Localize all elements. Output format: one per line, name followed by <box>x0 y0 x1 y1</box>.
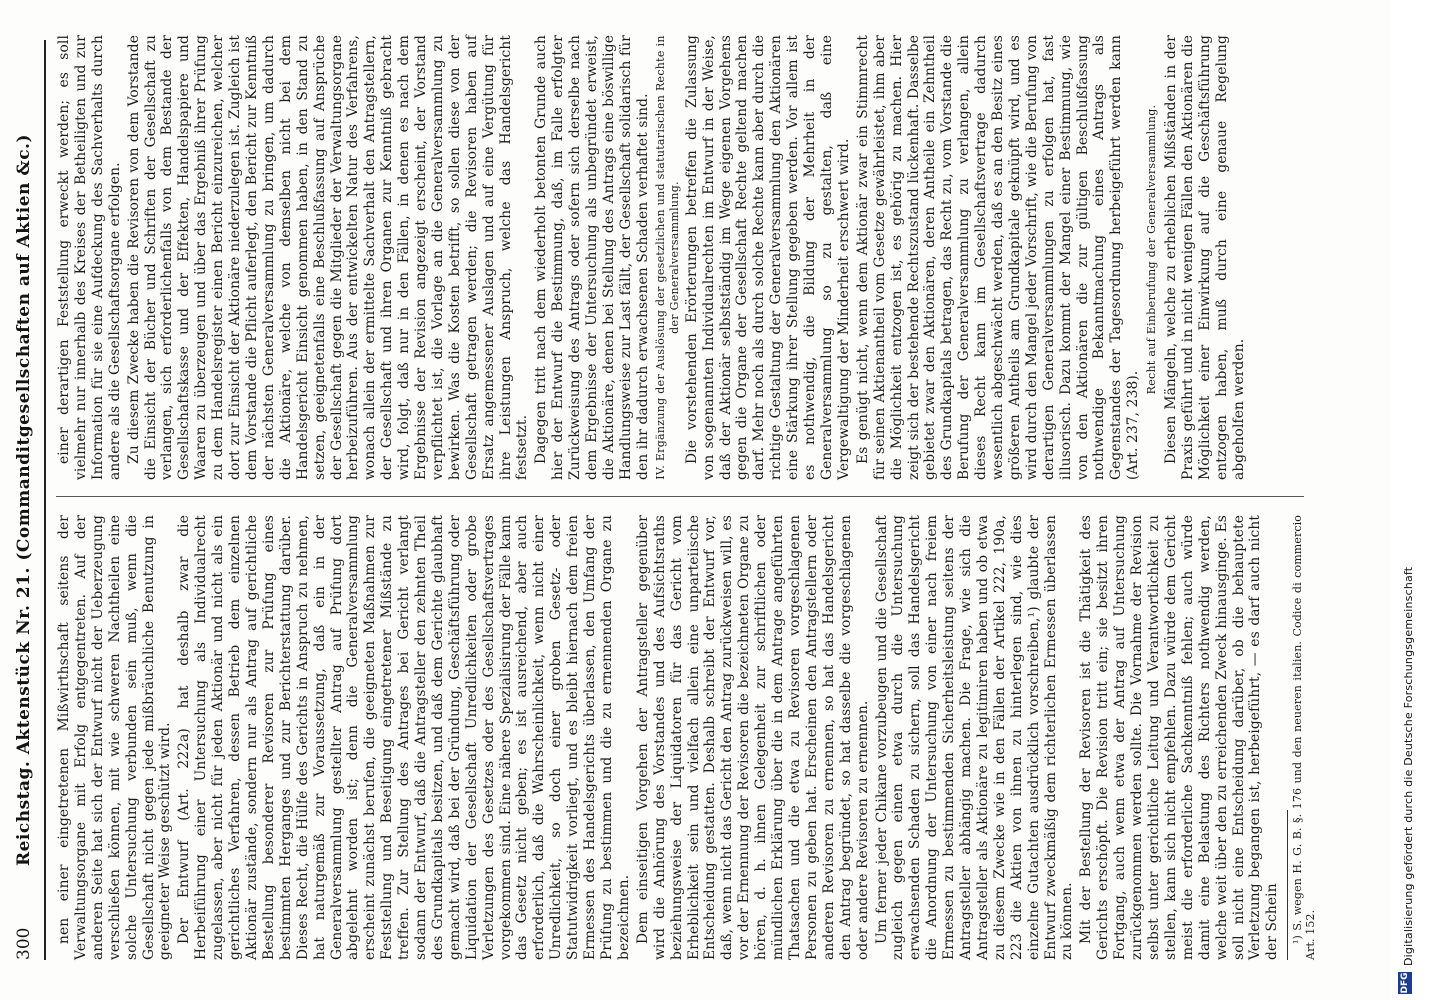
digitization-credit-strip <box>1392 0 1432 1000</box>
subsection-heading: Recht auf Einberufung der Generalversammlung. <box>1145 104 1159 395</box>
left-column <box>56 515 1319 960</box>
column-divider <box>56 496 1304 497</box>
paragraph: Diesen Mängeln, welche zu erheblichen Mißständen in der Praxis geführt und in nicht wenigen Fällen den Aktionären die Möglichkeit einer Einwirkung auf die Geschäftsführung entzogen haben, muß durch eine genaue Regelung abgeholfen werden. <box>1163 35 1247 480</box>
paragraph: einer derartigen Feststellung erweckt werden; es soll vielmehr nur innerhalb des Kreises der Betheiligten und zur Information für sie eine Aufdeckung des Sachverhalts durch andere als die Gesellschaftsorgane erfolgen. <box>56 35 123 480</box>
digitization-credit: Digitalisierung gefördert durch die Deutsche Forschungsgemeinschaft <box>1402 566 1415 966</box>
page-number: 300 <box>14 927 34 960</box>
paragraph: nen einer eingetretenen Mißwirthschaft seitens der Verwaltungsorgane mit Erfolg entgegentreten. Auf der anderen Seite hat sich der Entwurf nicht der Ueberzeugung verschließen können, mit wie schweren Nachtheilen eine solche Untersuchung verbunden sein muß, wenn die Gesellschaft nicht gegen jede mißbräuchliche Benutzung in geeigneter Weise geschützt wird. <box>56 515 174 960</box>
paragraph: Zu diesem Zwecke haben die Revisoren von dem Vorstande die Einsicht der Bücher und Schriften der Gesellschaft zu verlangen, sich erforderlichenfalls von dem Bestande der Gesellschaftskasse und der Effekten, Handelspapiere und Waaren zu überzeugen und über das Ergebniß ihrer Prüfung zu dem Handelsregister einen Bericht einzureichen, welcher dort zur Einsicht der Aktionäre niederzulegen ist. Zugleich ist dem Vorstande die Pflicht auferlegt, den Bericht zur Kenntniß der nächsten Generalversammlung zu bringen, um dadurch die Aktionäre, welche von demselben nicht bei dem Handelsgericht Einsicht genommen haben, in den Stand zu setzen, geeignetenfalls eine Beschlußfassung auf Ansprüche der Gesellschaft gegen die Mitglieder der Verwaltungsorgane herbeizuführen. Aus der entwickelten Natur des Verfahrens, wonach allein der ermittelte Sachverhalt den Antragstellern, der Gesellschaft und ihren Organen zur Kenntniß gebracht wird, folgt, daß nur in den Fällen, in denen es nach dem Ergebnisse der Revision angezeigt erscheint, der Vorstand verpflichtet ist, die Vorlage an die Generalversammlung zu bewirken. Was die Kosten betrifft, so sollen diese von der Gesellschaft getragen werden; die Revisoren haben auf Ersatz angemessener Auslagen und auf eine Vergütung für ihre Leistungen Anspruch, welche das Handelsgericht festsetzt. <box>125 35 531 480</box>
running-title: Reichstag. Aktenstück Nr. 21. (Commanditgesellschaften auf Aktien &c.) <box>14 133 34 867</box>
dfg-logo: DFG <box>1400 972 1410 994</box>
paragraph: Mit der Bestellung der Revisoren ist die Thätigkeit des Gerichts erschöpft. Die Revision tritt ein; sie besitzt ihren Fortgang, auch wenn etwa der Antrag auf Untersuchung zurückgenommen werden sollte. Die Vornahme der Revision selbst unter gerichtliche Leitung und Verantwortlichkeit zu stellen, kann sich nicht empfehlen. Dazu würde dem Gericht meist die erforderliche Sachkenntniß fehlen; auch würde damit eine Belastung des Richters nothwendig werden, welche weit über den zu erreichenden Zweck hinausginge. Es soll nicht eine Entscheidung darüber, ob die behauptete Verletzung begangen ist, herbeigeführt, — es darf auch nicht der Schein <box>1078 515 1281 960</box>
header-rule <box>44 40 46 960</box>
right-column <box>56 35 1250 480</box>
paragraph: Die vorstehenden Erörterungen betreffen die Zulassung von sogenannten Individualrechten im Entwurf in der Weise, daß der Aktionär selbstständig im Wege eigenen Vorgehens gegen die Organe der Gesellschaft Rechte geltend machen darf. Mehr noch als durch solche Rechte kann aber durch die richtige Gestaltung der Generalversammlung den Aktionären eine Stärkung ihrer Stellung gegeben werden. Vor allem ist es nothwendig, die Bildung der Mehrheit in der Generalversammlung so zu gestalten, daß eine Vergewaltigung der Minderheit erschwert wird. <box>683 35 852 480</box>
paragraph: Dagegen tritt nach dem wiederholt betonten Grunde auch hier der Entwurf die Bestimmung, daß, im Falle erfolgter Zurückweisung des Antrags oder sofern sich derselbe nach dem Ergebnisse der Untersuchung als unbegründet erweist, die Aktionäre, denen bei Stellung des Antrags eine böswillige Handlungsweise zur Last fällt, der Gesellschaft solidarisch für den ihr dadurch erwachsenen Schaden verhaftet sind. <box>533 35 651 480</box>
paragraph: Es genügt nicht, wenn dem Aktionär zwar ein Stimmrecht für seinen Aktienantheil vom Gesetze gewährleistet, ihm aber die Möglichkeit entzogen ist, es gehörig zu machen. Hier zeigt sich der bestehende Rechtszustand lückenhaft. Dasselbe gebietet zwar den Aktionären, deren Antheile ein Zehntheil des Grundkapitals betragen, das Recht zu, vom Vorstande die Berufung der Generalversammlung zu verlangen, allein dieses Recht kann im Gesellschaftsvertrage dadurch wesentlich abgeschwächt werden, daß es an den Besitz eines größeren Antheils am Grundkapitale geknüpft wird, und es wird durch den Mangel jeder Vorschrift, wie die Berufung von derartigen Generalversammlungen zu erfolgen hat, fast illusorisch. Dazu kommt der Mangel einer Bestimmung, wie von den Aktionären die zur gültigen Beschlußfassung nothwendige Bekanntmachung eines Antrags als Gegenstandes der Tagesordnung herbeigeführt werden kann (Art. 237, 238). <box>854 35 1142 480</box>
page-header <box>14 40 44 960</box>
paragraph: Dem einseitigen Vorgehen der Antragsteller gegenüber wird die Anhörung des Vorstandes und des Aufsichtsraths beziehungsweise der Liquidatoren für das Gericht vom Erheblichkeit sein und vielfach allein eine unparteiische Entscheidung gestatten. Deshalb schreibt der Entwurf vor, daß, wenn nicht das Gericht den Antrag zurückweisen will, es vor der Ernennung der Revisoren die bezeichneten Organe zu hören, d. h. ihnen Gelegenheit zur schriftlichen oder mündlichen Erklärung über die in dem Antrage angeführten Thatsachen und die etwa zu Revisoren vorgeschlagenen Personen zu geben hat. Erscheinen den Antragstellern oder anderen Revisoren zu ernennen, so hat das Handelsgericht den Antrag begründet, so hat dasselbe die vorgeschlagenen oder andere Revisoren zu ernennen. <box>634 515 871 960</box>
paragraph: Um ferner jeder Chikane vorzubeugen und die Gesellschaft zugleich gegen einen etwa durch die Untersuchung erwachsenden Schaden zu sichern, soll das Handelsgericht die Anordnung der Untersuchung von einer nach freiem Ermessen zu bestimmenden Sicherheitsleistung seitens der Antragsteller abhängig machen. Die Frage, wie sich die Antragsteller als Aktionäre zu legitimiren haben und ob etwa zu diesem Zwecke wie in den Fällen der Artikel 222, 190a, 223 die Aktien von ihnen zu hinterlegen sind, wie dies einzelne Gutachten ausdrücklich vorschreiben,¹) glaubte der Entwurf zweckmäßig dem richterlichen Ermessen überlassen zu können. <box>873 515 1076 960</box>
paragraph: Der Entwurf (Art. 222a) hat deshalb zwar die Herbeiführung einer Untersuchung als Individualrecht zugelassen, aber nicht für jeden Aktionär und nicht als ein gerichtliches Verfahren, dessen Betrieb dem einzelnen Aktionär zustände, sondern nur als Antrag auf gerichtliche Bestellung besonderer Revisoren zur Prüfung eines bestimmten Herganges und zur Berichterstattung darüber. Dieses Recht, die Hülfe des Gerichts in Anspruch zu nehmen, hat naturgemäß zur Voraussetzung, daß ein in der Generalversammlung gestellter Antrag auf Prüfung dort abgelehnt worden ist; denn die Generalversammlung erscheint zunächst berufen, die geeigneten Maßnahmen zur Feststellung und Beseitigung eingetretener Mißstände zu treffen. Zur Stellung des Antrages bei Gericht verlangt sodann der Entwurf, daß die Antragsteller den zehnten Theil des Grundkapitals besitzen, und daß dem Gerichte glaubhaft gemacht wird, daß bei der Gründung, Geschäftsführung oder Liquidation der Gesellschaft Unredlichkeiten oder grobe Verletzungen des Gesetzes oder des Gesellschaftsvertrages vorgekommen sind. Eine nähere Spezialisirung der Fälle kann das Gesetz nicht geben; es ist ausreichend, aber auch erforderlich, daß die Wahrscheinlichkeit, wenn nicht einer Unredlichkeit, so doch einer groben Gesetz- oder Statutwidrigkeit vorliegt, und es bleibt hiernach dem freien Ermessen des Handelsgerichts überlassen, den Umfang der Prüfung zu bestimmen und die zu ernennenden Organe zu bezeichnen. <box>176 515 632 960</box>
footnote-rule <box>1287 810 1288 960</box>
section-heading: IV. Ergänzung der Auslösung der gesetzlichen und statutarischen Rechte in der Generalversammlung. <box>653 35 681 480</box>
footnote: ¹) S. wegen H. G. B. §. 176 und den neueren italien. Codice di commercio Art. 152. <box>1291 515 1318 960</box>
